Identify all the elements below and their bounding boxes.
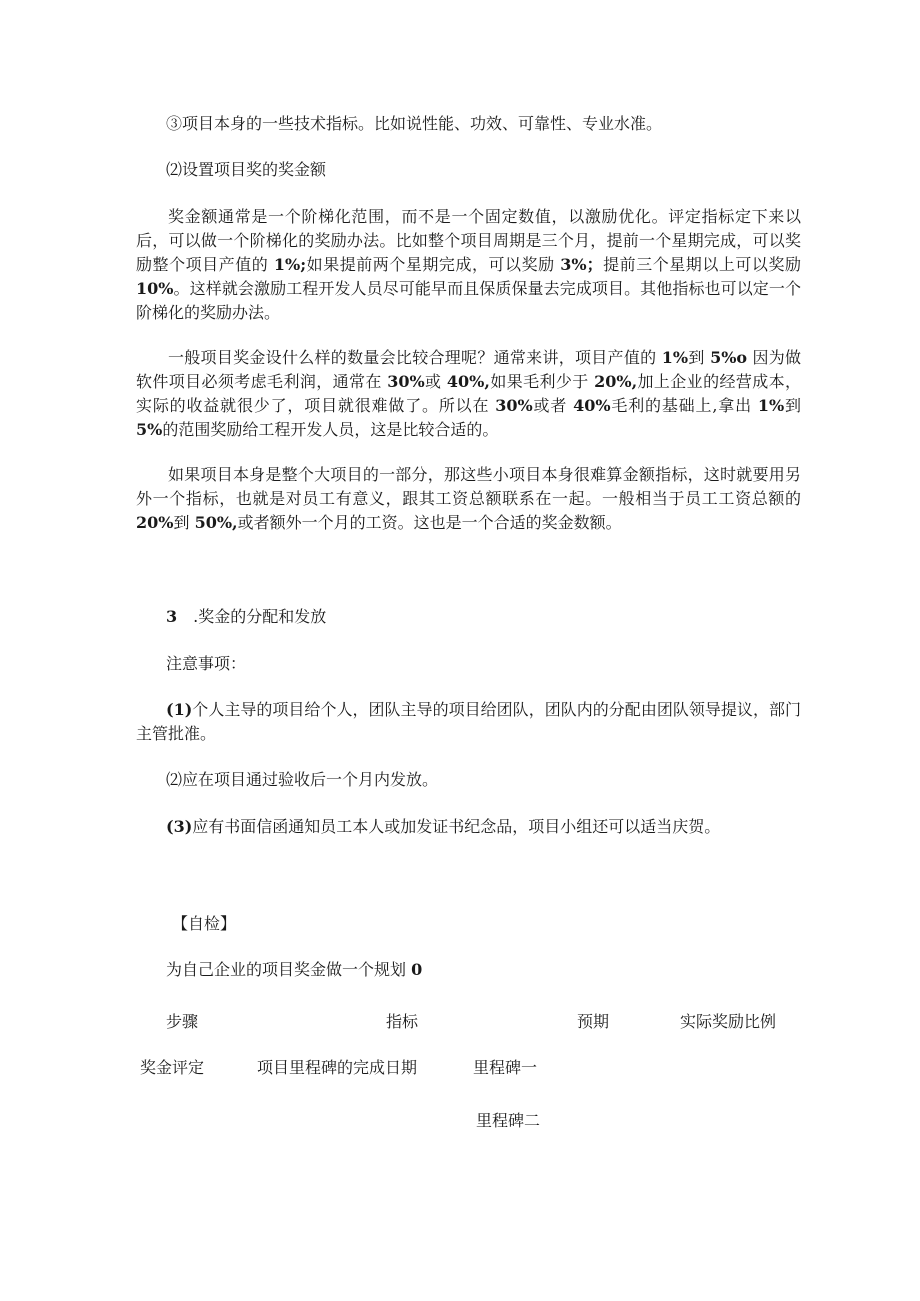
emphasis-text: 3%； [560, 255, 603, 274]
tech-indicator-line: ③项目本身的一些技术指标。比如说性能、功效、可靠性、专业水准。 [166, 114, 663, 133]
section-heading-distribution [166, 605, 326, 629]
emphasis-text: 40%, [446, 372, 490, 391]
note-item-1 [136, 698, 801, 746]
text-run: 或 [424, 372, 447, 391]
table-header-actual-ratio: 实际奖励比例 [680, 1012, 777, 1031]
self-check-heading: 【自检】 [172, 914, 237, 933]
text-run: 。这样就会激励工程开发人员尽可能早而且保质保量去完成项目。其他指标也可以定一个阶梯化的奖励办法。 [136, 279, 801, 322]
text-run: 为自己企业的项目奖金做一个规划 [166, 960, 412, 979]
note-item-2: ⑵应在项目通过验收后一个月内发放。 [166, 770, 439, 789]
text-run: 加上企业的经营成本，实际的收益就很少了，项目就很难做了。所以在 [136, 372, 801, 415]
emphasis-text: 30% [387, 372, 425, 391]
table-cell-step: 奖金评定 [140, 1058, 205, 1077]
table-header-expected: 预期 [577, 1012, 610, 1031]
emphasis-text: 20% [136, 513, 174, 532]
text-run: 应有书面信函通知员工本人或加发证书纪念品，项目小组还可以适当庆贺。 [192, 817, 721, 836]
table-cell-milestone-1: 里程碑一 [473, 1058, 538, 1077]
section-title: .奖金的分配和发放 [193, 607, 327, 626]
emphasis-text: 1%; [273, 255, 307, 274]
section-number: 3 [166, 607, 178, 626]
paragraph-subproject-indicator [136, 463, 801, 535]
note-item-3 [166, 815, 720, 839]
text-run: 奖金额通常是一个阶梯化范围，而不是一个固定数值，以激励优化。评定指标定下来以后，可以做一个阶梯化的奖励办法。比如整个项目周期是三个月，提前一个星期完成，可以奖励整个项目产值的 [136, 207, 801, 274]
text-run: 个人主导的项目给个人，团队主导的项目给团队，团队内的分配由团队领导提议，部门主管批准。 [136, 700, 801, 743]
emphasis-text: 50%, [194, 513, 238, 532]
text-run: 如果毛利少于 [489, 372, 595, 391]
text-run: 因为做软件项目必须考虑毛利润，通常在 [136, 348, 802, 391]
text-run: 的范围奖励给工程开发人员，这是比较合适的。 [162, 420, 499, 439]
text-run: 毛利的基础上,拿出 [610, 396, 758, 415]
self-check-task [166, 958, 422, 982]
paragraph-tiered-bonus [136, 205, 801, 325]
section-heading-bonus-amount: ⑵设置项目奖的奖金额 [166, 160, 327, 179]
text-run: 到 [784, 396, 801, 415]
emphasis-text: 1% [757, 396, 785, 415]
emphasis-text: 1% [661, 348, 689, 367]
emphasis-text: 0 [411, 960, 423, 979]
text-run: 到 [688, 348, 711, 367]
emphasis-text: 40% [573, 396, 611, 415]
text-run: 或者 [532, 396, 574, 415]
text-run: 如果提前两个星期完成，可以奖励 [306, 255, 561, 274]
text-run: 到 [173, 513, 195, 532]
emphasis-text: 20%, [594, 372, 638, 391]
text-run: 如果项目本身是整个大项目的一部分，那这些小项目本身很难算金额指标，这时就要用另外一个指标，也就是对员工有意义，跟其工资总额联系在一起。一般相当于员工工资总额的 [136, 465, 801, 508]
emphasis-text: 5%o [710, 348, 748, 367]
text-run: 或者额外一个月的工资。这也是一个合适的奖金数额。 [237, 513, 622, 532]
text-run: 一般项目奖金设什么样的数量会比较合理呢？通常来讲，项目产值的 [168, 348, 662, 367]
text-run: 提前三个星期以上可以奖励 [602, 255, 801, 274]
table-cell-milestone-2: 里程碑二 [476, 1111, 541, 1130]
table-header-step: 步骤 [166, 1012, 199, 1031]
notes-label: 注意事项： [166, 654, 247, 673]
emphasis-text: 10% [136, 279, 174, 298]
paragraph-reasonable-amount [136, 346, 801, 442]
table-header-indicator: 指标 [386, 1012, 419, 1031]
table-cell-indicator: 项目里程碑的完成日期 [257, 1058, 418, 1077]
emphasis-text: (1) [166, 700, 193, 719]
emphasis-text: 30% [495, 396, 533, 415]
emphasis-text: (3) [166, 817, 193, 836]
emphasis-text: 5% [136, 420, 163, 439]
